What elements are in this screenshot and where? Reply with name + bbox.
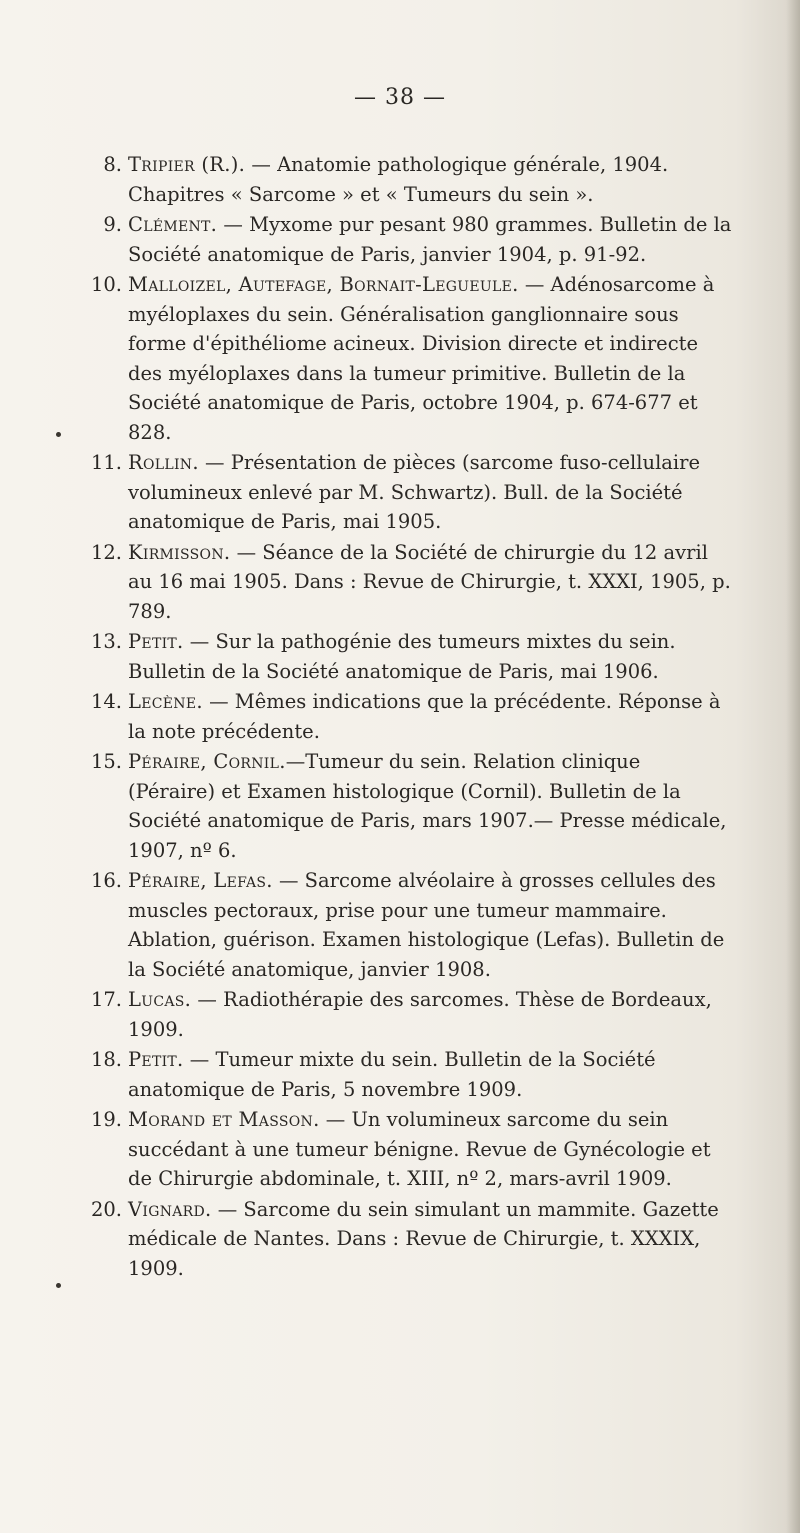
reference-number: 16. xyxy=(90,869,122,892)
reference-number: 13. xyxy=(90,630,122,653)
reference-author: Tripier (R.). xyxy=(128,153,246,176)
reference-number: 12. xyxy=(90,540,122,564)
reference-number: 14. xyxy=(90,690,122,713)
reference-text: — Sur la pathogénie des tumeurs mixtes du sein. Bulletin de la Société anatomique de Paris, mai 1906. xyxy=(128,630,676,683)
ink-speck xyxy=(56,1283,61,1288)
reference-list xyxy=(92,150,732,1284)
reference-text: — Adénosarcome à myéloplaxes du sein. Généralisation ganglionnaire sous forme d'épithéliome acineux. Division directe et indirecte des myéloplaxes dans la tumeur primitive. Bulletin de la Société anatomique de Paris, octobre 1904, p. 674-677 et 828. xyxy=(128,273,715,444)
reference-item xyxy=(92,150,732,209)
reference-item xyxy=(92,270,732,447)
reference-item xyxy=(92,866,732,984)
reference-text: — Myxome pur pesant 980 grammes. Bulletin de la Société anatomique de Paris, janvier 1904, p. 91-92. xyxy=(128,213,732,266)
reference-author: Péraire, Cornil. xyxy=(128,750,286,773)
reference-item xyxy=(92,1195,732,1284)
reference-text: — Radiothérapie des sarcomes. Thèse de Bordeaux, 1909. xyxy=(128,988,712,1041)
reference-number: 19. xyxy=(90,1108,122,1131)
reference-number: 20. xyxy=(90,1197,122,1221)
reference-number: 10. xyxy=(90,273,122,296)
reference-text: — Un volumineux sarcome du sein succédant à une tumeur bénigne. Revue de Gynécologie et de Chirurgie abdominale, t. XIII, nº 2, mars-avril 1909. xyxy=(128,1108,711,1190)
reference-text: — Sarcome alvéolaire à grosses cellules des muscles pectoraux, prise pour une tumeur mammaire. Ablation, guérison. Examen histologique (Lefas). Bulletin de la Société anatomique, janvier 1908. xyxy=(128,869,725,981)
reference-author: Vignard. xyxy=(128,1197,212,1221)
reference-number: 9. xyxy=(103,213,122,236)
reference-author: Lecène. xyxy=(128,690,203,713)
reference-item xyxy=(92,1105,732,1194)
reference-author: Lucas. xyxy=(128,988,192,1011)
reference-item xyxy=(92,1045,732,1104)
reference-item xyxy=(92,210,732,269)
reference-author: Péraire, Lefas. xyxy=(128,869,273,892)
reference-text: — Séance de la Société de chirurgie du 12 avril au 16 mai 1905. Dans : Revue de Chirurgie, t. XXXI, 1905, p. 789. xyxy=(128,540,731,623)
reference-text: — Mêmes indications que la précédente. Réponse à la note précédente. xyxy=(128,690,721,743)
reference-item xyxy=(92,538,732,627)
reference-author: Rollin. xyxy=(128,451,199,474)
reference-text: — Présentation de pièces (sarcome fuso-cellulaire volumineux enlevé par M. Schwartz). Bull. de la Société anatomique de Paris, mai 1905. xyxy=(128,451,701,533)
ink-speck xyxy=(56,432,61,437)
reference-number: 15. xyxy=(90,750,122,773)
reference-author: Kirmisson. xyxy=(128,540,231,564)
reference-text: — Anatomie pathologique générale, 1904. Chapitres « Sarcome » et « Tumeurs du sein ». xyxy=(128,153,669,206)
reference-number: 18. xyxy=(90,1048,122,1071)
reference-item xyxy=(92,448,732,537)
reference-author: Petit. xyxy=(128,630,184,653)
reference-text: —Tumeur du sein. Relation clinique (Péraire) et Examen histologique (Cornil). Bulletin de la Société anatomique de Paris, mars 1907.— Presse médicale, 1907, nº 6. xyxy=(128,750,727,862)
reference-author: Morand et Masson. xyxy=(128,1108,320,1131)
reference-item xyxy=(92,627,732,686)
reference-number: 17. xyxy=(90,988,122,1011)
reference-item xyxy=(92,985,732,1044)
reference-author: Malloizel, Autefage, Bornait-Legueule. xyxy=(128,273,519,296)
page-edge-shadow xyxy=(786,0,800,1533)
page-number: — 38 — xyxy=(354,85,446,110)
reference-number: 11. xyxy=(90,451,122,474)
reference-author: Clément. xyxy=(128,213,218,236)
reference-item xyxy=(92,747,732,865)
reference-item xyxy=(92,687,732,746)
reference-author: Petit. xyxy=(128,1048,184,1071)
reference-number: 8. xyxy=(103,153,122,176)
reference-text: — Tumeur mixte du sein. Bulletin de la Société anatomique de Paris, 5 novembre 1909. xyxy=(128,1048,656,1101)
reference-text: — Sarcome du sein simulant un mammite. Gazette médicale de Nantes. Dans : Revue de Chirurgie, t. XXXIX, 1909. xyxy=(128,1197,719,1280)
